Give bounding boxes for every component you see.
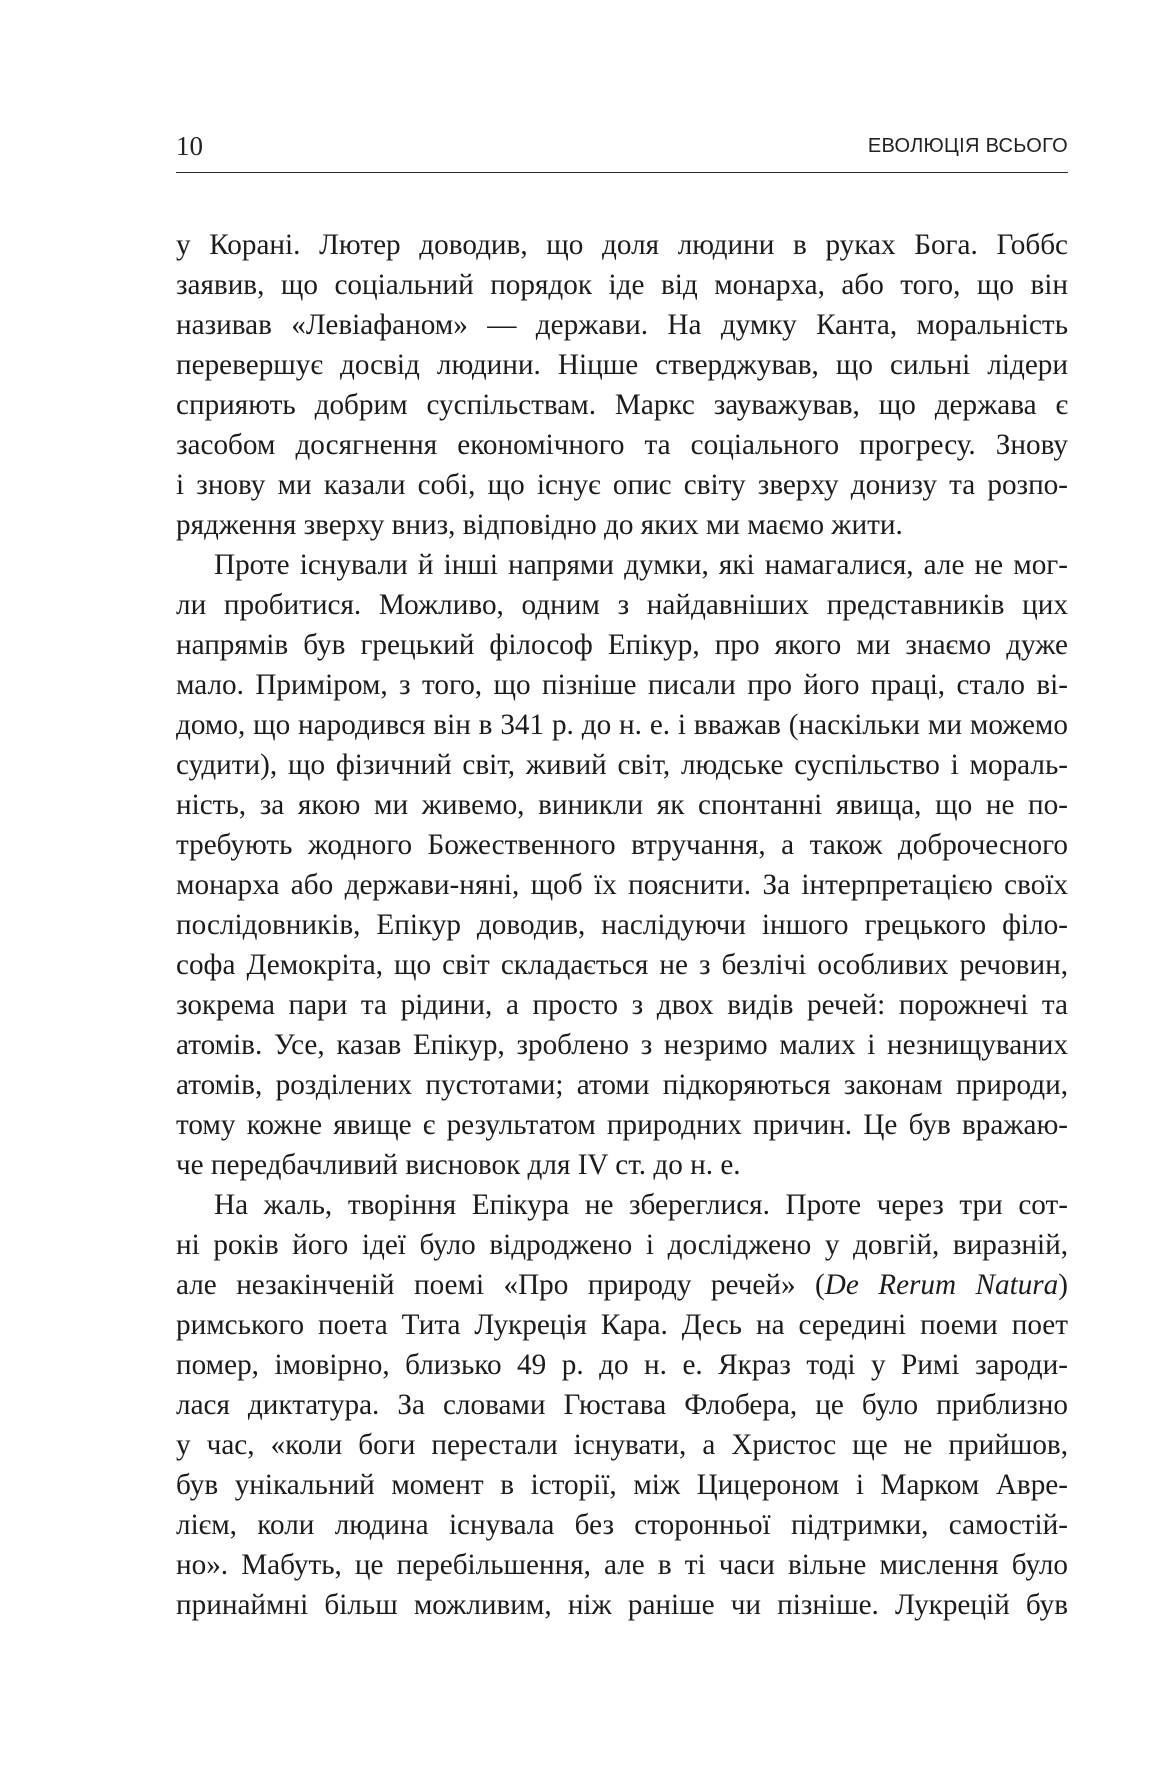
running-header xyxy=(176,128,1068,173)
text-line: лієм, коли людина існувала без сторонньої підтримки, самостій- xyxy=(176,1509,1068,1541)
text-fragment: але незакінченій поемі «Про природу речей» ( xyxy=(176,1269,825,1301)
text-line: ли пробитися. Можливо, одним з найдавніших представників цих xyxy=(176,589,1068,621)
text-line: атомів. Усе, казав Епікур, зроблено з незримо малих і незнищуваних xyxy=(176,1029,1068,1061)
book-title: ЕВОЛЮЦІЯ ВСЬОГО xyxy=(867,135,1068,157)
text-line: лася диктатура. За словами Гюстава Флобера, це було приблизно xyxy=(176,1389,1068,1421)
text-fragment: ) xyxy=(1058,1269,1068,1301)
paragraph-1 xyxy=(176,225,1068,545)
text-line: заявив, що соціальний порядок іде від монарха, або того, що він xyxy=(176,269,1068,301)
text-line: рядження зверху вниз, відповідно до яких ми маємо жити. xyxy=(176,509,903,541)
text-line: принаймні більш можливим, ніж раніше чи пізніше. Лукрецій був xyxy=(176,1589,1068,1621)
body-text xyxy=(176,225,1068,1625)
text-line: монарха або держави-няні, щоб їх пояснити. За інтерпретацією своїх xyxy=(176,869,1068,901)
text-line: римського поета Тита Лукреція Кара. Десь на середині поеми поет xyxy=(176,1309,1068,1341)
text-line: че передбачливий висновок для IV ст. до н. е. xyxy=(176,1149,741,1181)
text-line: требують жодного Божественного втручання, а також доброчесного xyxy=(176,829,1068,861)
text-line: тому кожне явище є результатом природних причин. Це був вражаю- xyxy=(176,1109,1068,1141)
text-line: у час, «коли боги перестали існувати, а Христос ще не прийшов, xyxy=(176,1429,1068,1461)
text-line: був унікальний момент в історії, між Цицероном і Марком Авре- xyxy=(176,1469,1068,1501)
text-line: мало. Приміром, з того, що пізніше писали про його праці, стало ві- xyxy=(176,669,1068,701)
text-line: софа Демокріта, що світ складається не з безлічі особливих речовин, xyxy=(176,949,1068,981)
text-line: но». Мабуть, це перебільшення, але в ті часи вільне мислення було xyxy=(176,1549,1068,1581)
paragraph-2 xyxy=(176,545,1068,1185)
text-line: перевершує досвід людини. Ніцше стверджував, що сильні лідери xyxy=(176,349,1068,381)
text-line: називав «Левіафаном» — держави. На думку Канта, моральність xyxy=(176,309,1068,341)
text-line: судити), що фізичний світ, живий світ, людське суспільство і мораль- xyxy=(176,749,1068,781)
text-line: сприяють добрим суспільствам. Маркс зауважував, що держава є xyxy=(176,389,1068,421)
text-line: послідовників, Епікур доводив, наслідуючи іншого грецького філо- xyxy=(176,909,1068,941)
text-line: напрямів був грецький філософ Епікур, про якого ми знаємо дуже xyxy=(176,629,1068,661)
text-line: На жаль, творіння Епікура не збереглися. Проте через три сот- xyxy=(214,1189,1068,1221)
text-line: атомів, розділених пустотами; атоми підкоряються законам природи, xyxy=(176,1069,1068,1101)
text-line-with-title xyxy=(176,1265,1068,1305)
page-number: 10 xyxy=(176,131,203,161)
latin-title: De Rerum Natura xyxy=(824,1269,1059,1301)
text-line: ність, за якою ми живемо, виникли як спонтанні явища, що не по- xyxy=(176,789,1068,821)
paragraph-3 xyxy=(176,1185,1068,1625)
text-line: у Корані. Лютер доводив, що доля людини в руках Бога. Гоббс xyxy=(176,229,1068,261)
text-line: і знову ми казали собі, що існує опис світу зверху донизу та розпо- xyxy=(176,469,1068,501)
text-line: помер, імовірно, близько 49 р. до н. е. Якраз тоді у Римі зароди- xyxy=(176,1349,1068,1381)
text-line: зокрема пари та рідини, а просто з двох видів речей: порожнечі та xyxy=(176,989,1068,1021)
text-line: ні років його ідеї було відроджено і досліджено у довгій, виразній, xyxy=(176,1229,1068,1261)
text-line: домо, що народився він в 341 р. до н. е. і вважав (наскільки ми можемо xyxy=(176,709,1068,741)
text-line: Проте існували й інші напрями думки, які намагалися, але не мог- xyxy=(214,549,1068,581)
text-line: засобом досягнення економічного та соціального прогресу. Знову xyxy=(176,429,1068,461)
